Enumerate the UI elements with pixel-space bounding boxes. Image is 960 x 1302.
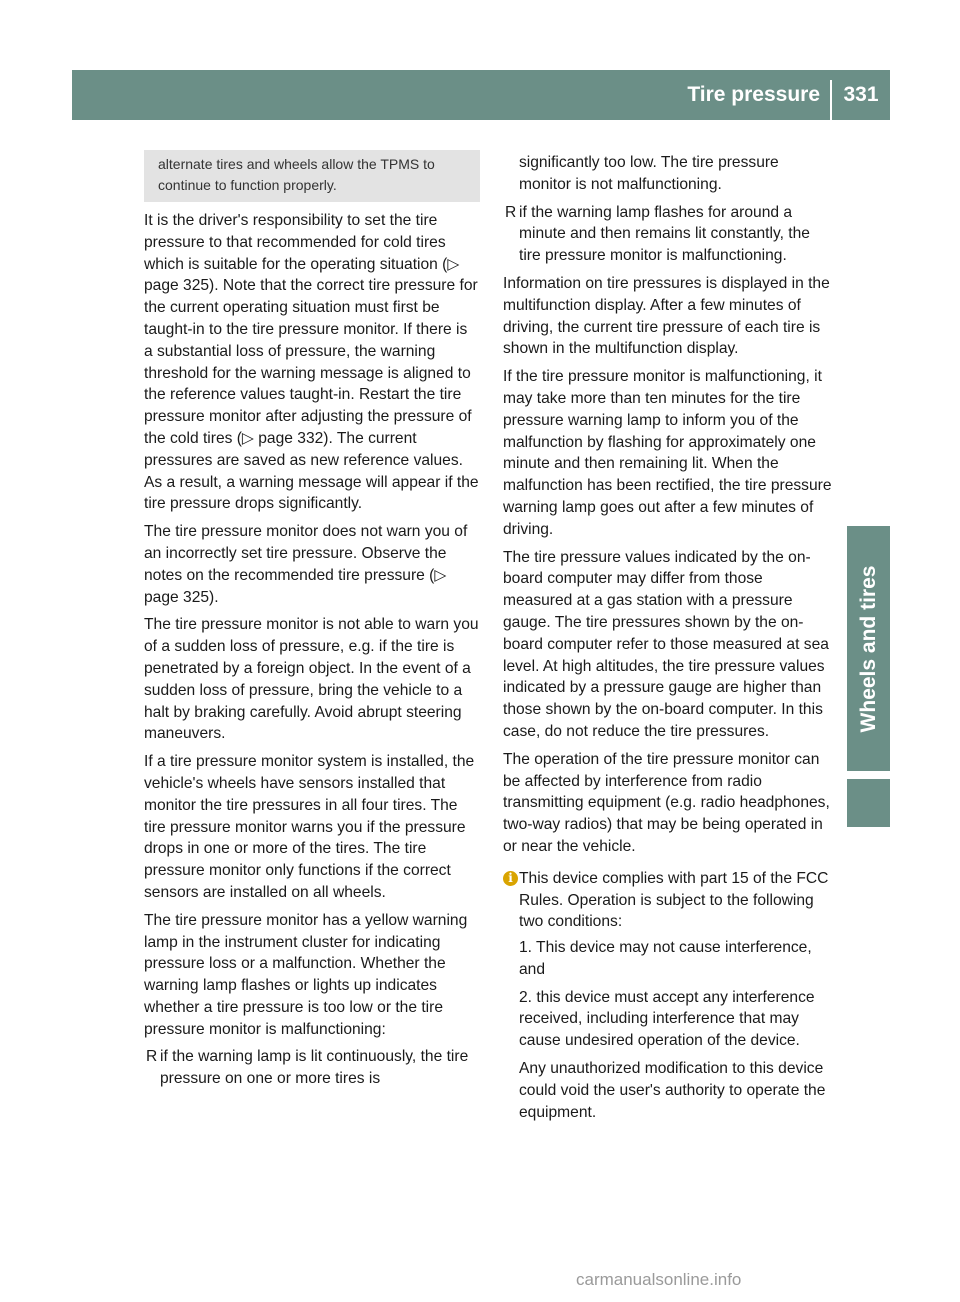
- list-item-continued: [503, 152, 834, 196]
- section-title: Tire pressure: [687, 83, 820, 106]
- bullet-marker: R: [505, 203, 517, 221]
- info-condition-2: 2. this device must accept any interference received, including interference that may cause undesired operation of the device.: [519, 988, 815, 1050]
- paragraph: It is the driver's responsibility to set the tire pressure to that recommended for cold tires which is suitable for the operating situation (▷ page 325). Note that the correct tire pressure for the current operating situation must first be taught-in to the tire pressure monitor. If there is a substantial loss of pressure, the warning threshold for the warning message is aligned to the reference values taught-in. Restart the tire pressure monitor after adjusting the pressure of the cold tires (▷ page 332). The current pressures are saved as new reference values. As a result, a warning message will appear if the tire pressure drops significantly.: [144, 212, 479, 513]
- list-item-text: significantly too low. The tire pressure monitor is not malfunctioning.: [519, 154, 779, 193]
- info-condition-1: 1. This device may not cause interference, and: [519, 939, 812, 978]
- info-note: [503, 868, 834, 933]
- list-item-text: if the warning lamp is lit continuously, the tire pressure on one or more tires is: [160, 1048, 469, 1088]
- list-item: [503, 202, 834, 267]
- info-warning: Any unauthorized modification to this device could void the user's authority to operate the equipment.: [519, 1060, 826, 1121]
- bullet-marker: R: [146, 1048, 158, 1066]
- paragraph: The tire pressure monitor has a yellow warning lamp in the instrument cluster for indicating pressure loss or a malfunction. Whether the warning lamp flashes or lights up indicates whether a tire pressure is too low or the tire pressure monitor is malfunctioning:: [144, 911, 468, 1038]
- paragraph: The tire pressure monitor does not warn you of an incorrectly set tire pressure. Observe the notes on the recommended tire pressure (▷ page 325).: [144, 523, 468, 606]
- right-column: [503, 152, 834, 1129]
- header-divider: [830, 80, 832, 120]
- page-number: 331: [843, 83, 879, 106]
- paragraph: The tire pressure values indicated by the on-board computer may differ from those measured at a gas station with a pressure gauge. The tire pressures shown by the on-board computer refer to those measured at sea level. At high altitudes, the tire pressure values indicated by a pressure gauge are higher than those shown by the on-board computer. In this case, do not reduce the tire pressures.: [503, 548, 829, 740]
- watermark: carmanualsonline.info: [576, 1270, 742, 1289]
- side-marker-block: [847, 779, 890, 827]
- paragraph: The tire pressure monitor is not able to warn you of a sudden loss of pressure, e.g. if the tire is penetrated by a foreign object. In the event of a sudden loss of pressure, bring the vehicle to a halt by braking carefully. Avoid abrupt steering maneuvers.: [144, 616, 479, 743]
- note-box: alternate tires and wheels allow the TPMS to continue to function properly.: [144, 150, 480, 202]
- paragraph: The operation of the tire pressure monitor can be affected by interference from radio transmitting equipment (e.g. radio headphones, two-way radios) that may be being operated in or near the vehicle.: [503, 750, 830, 855]
- info-note-intro: This device complies with part 15 of the FCC Rules. Operation is subject to the following two conditions:: [519, 869, 829, 931]
- page-header: [72, 70, 890, 120]
- info-icon: i: [503, 871, 518, 886]
- paragraph: If a tire pressure monitor system is installed, the vehicle's wheels have sensors installed that monitor the tire pressures in all four tires. The tire pressure monitor warns you if the pressure drops in one or more of the tires. The tire pressure monitor only functions if the correct sensors are installed on all wheels.: [144, 753, 475, 901]
- list-item-text: if the warning lamp flashes for around a minute and then remains lit constantly, the tire pressure monitor is malfunctioning.: [519, 203, 810, 265]
- chapter-side-tab: [847, 526, 890, 771]
- paragraph: If the tire pressure monitor is malfunctioning, it may take more than ten minutes for the tire pressure warning lamp to inform you of the malfunction by flashing for approximately one minute and then remaining lit. When the malfunction has been rectified, the tire pressure warning lamp goes out after a few minutes of driving.: [503, 368, 832, 538]
- chapter-label: Wheels and tires: [856, 565, 880, 732]
- paragraph: Information on tire pressures is displayed in the multifunction display. After a few minutes of driving, the current tire pressure of each tire is shown in the multifunction display.: [503, 274, 830, 358]
- left-column: [144, 150, 480, 1096]
- list-item: [144, 1046, 480, 1090]
